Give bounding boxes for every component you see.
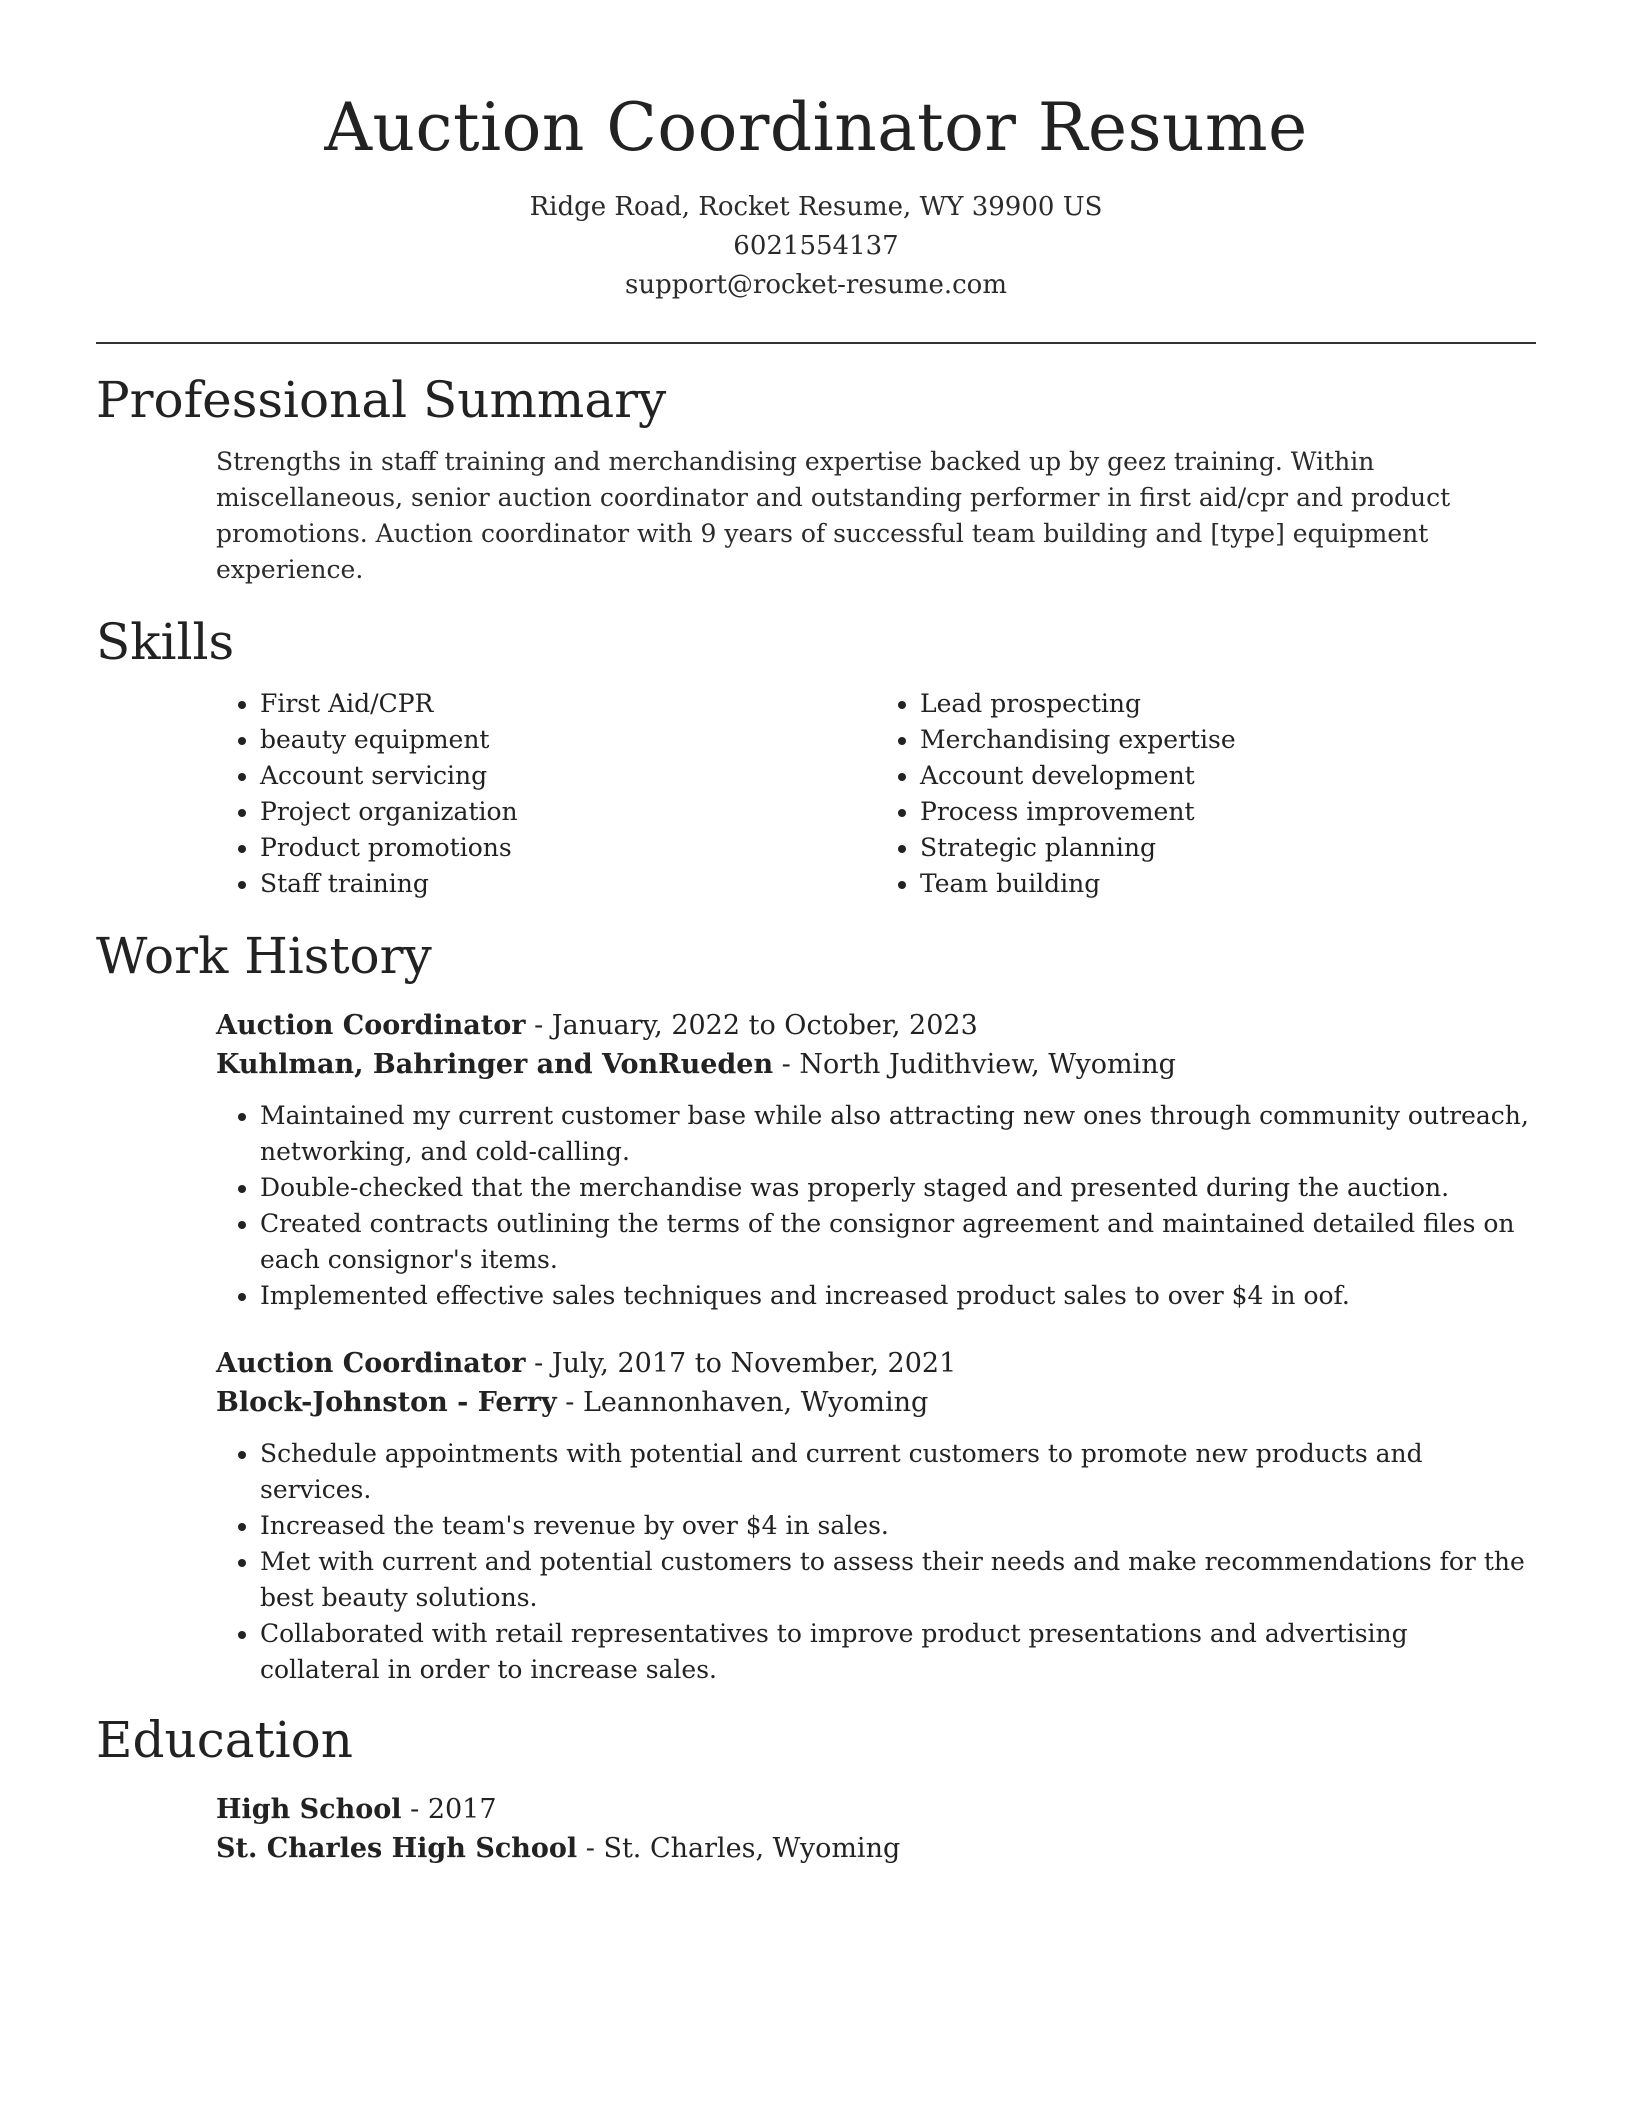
skill-item: • Lead prospecting (920, 686, 1536, 722)
job-company-line (216, 1383, 1536, 1422)
contact-block (96, 188, 1536, 305)
skill-item: • Merchandising expertise (920, 722, 1536, 758)
skill-item: • beauty equipment (260, 722, 876, 758)
job-bullet: • Created contracts outlining the terms of the consignor agreement and maintained detailed files on each consignor's items. (260, 1206, 1535, 1278)
resume-title: Auction Coordinator Resume (324, 89, 1308, 166)
skill-item: • First Aid/CPR (260, 686, 876, 722)
skill-item: • Team building (920, 866, 1536, 902)
skills-section (96, 610, 1536, 902)
contact-phone: 6021554137 (733, 231, 899, 261)
skill-item: • Account servicing (260, 758, 876, 794)
job-entry (216, 1344, 1536, 1688)
education-school: St. Charles High School (216, 1833, 578, 1864)
job-title-line (216, 1344, 1536, 1383)
education-school-line (216, 1829, 1536, 1868)
education-heading: Education (96, 1711, 353, 1769)
job-bullet: • Implemented effective sales techniques and increased product sales to over $4 in oof. (260, 1278, 1535, 1314)
skills-column-left (216, 686, 876, 902)
job-bullet: • Schedule appointments with potential and current customers to promote new products and services. (260, 1436, 1535, 1508)
skill-item: • Product promotions (260, 830, 876, 866)
job-bullet: • Maintained my current customer base while also attracting new ones through community outreach, networking, and cold-calling. (260, 1098, 1535, 1170)
job-dates: - July, 2017 to November, 2021 (525, 1348, 957, 1379)
job-company: Kuhlman, Bahringer and VonRueden (216, 1049, 774, 1080)
work-history-section (96, 924, 1536, 1688)
summary-section (96, 368, 1536, 588)
job-dates: - January, 2022 to October, 2023 (525, 1010, 978, 1041)
job-title: Auction Coordinator (216, 1010, 526, 1041)
skill-item: • Account development (920, 758, 1536, 794)
education-location: - St. Charles, Wyoming (577, 1833, 901, 1864)
education-year: - 2017 (401, 1794, 497, 1825)
resume-page (96, 0, 1536, 1868)
job-company-line (216, 1045, 1536, 1084)
education-degree: High School (216, 1794, 402, 1825)
job-title-line (216, 1006, 1536, 1045)
skill-item: • Process improvement (920, 794, 1536, 830)
job-responsibilities (216, 1436, 1535, 1688)
job-bullet: • Double-checked that the merchandise was properly staged and presented during the auction. (260, 1170, 1535, 1206)
summary-text: Strengths in staff training and merchandising expertise backed up by geez training. Within miscellaneous, senior auction coordinator and outstanding performer in first aid/cpr and product promotions. Auction coordinator with 9 years of successful team building and [type] equipment experience. (216, 447, 1451, 584)
resume-header (96, 0, 1536, 305)
skill-item: • Project organization (260, 794, 876, 830)
job-company: Block-Johnston - Ferry (216, 1387, 557, 1418)
job-bullet: • Collaborated with retail representatives to improve product presentations and advertising collateral in order to increase sales. (260, 1616, 1535, 1688)
education-section (96, 1708, 1536, 1868)
job-responsibilities (216, 1098, 1535, 1314)
skill-item: • Staff training (260, 866, 876, 902)
skills-column-right (876, 686, 1536, 902)
education-entry (216, 1790, 1536, 1868)
skill-item: • Strategic planning (920, 830, 1536, 866)
education-degree-line (216, 1790, 1536, 1829)
job-bullet: • Increased the team's revenue by over $4 in sales. (260, 1508, 1535, 1544)
job-bullet: • Met with current and potential customers to assess their needs and make recommendations for the best beauty solutions. (260, 1544, 1535, 1616)
summary-heading: Professional Summary (96, 371, 667, 429)
job-location: - North Judithview, Wyoming (773, 1049, 1176, 1080)
work-history-heading: Work History (96, 927, 432, 985)
job-title: Auction Coordinator (216, 1348, 526, 1379)
skills-heading: Skills (96, 613, 235, 671)
job-entry (216, 1006, 1536, 1314)
job-location: - Leannonhaven, Wyoming (556, 1387, 929, 1418)
header-divider (96, 342, 1536, 344)
skills-list (216, 686, 1536, 902)
contact-email: support@rocket-resume.com (624, 270, 1007, 300)
contact-address: Ridge Road, Rocket Resume, WY 39900 US (529, 192, 1103, 222)
